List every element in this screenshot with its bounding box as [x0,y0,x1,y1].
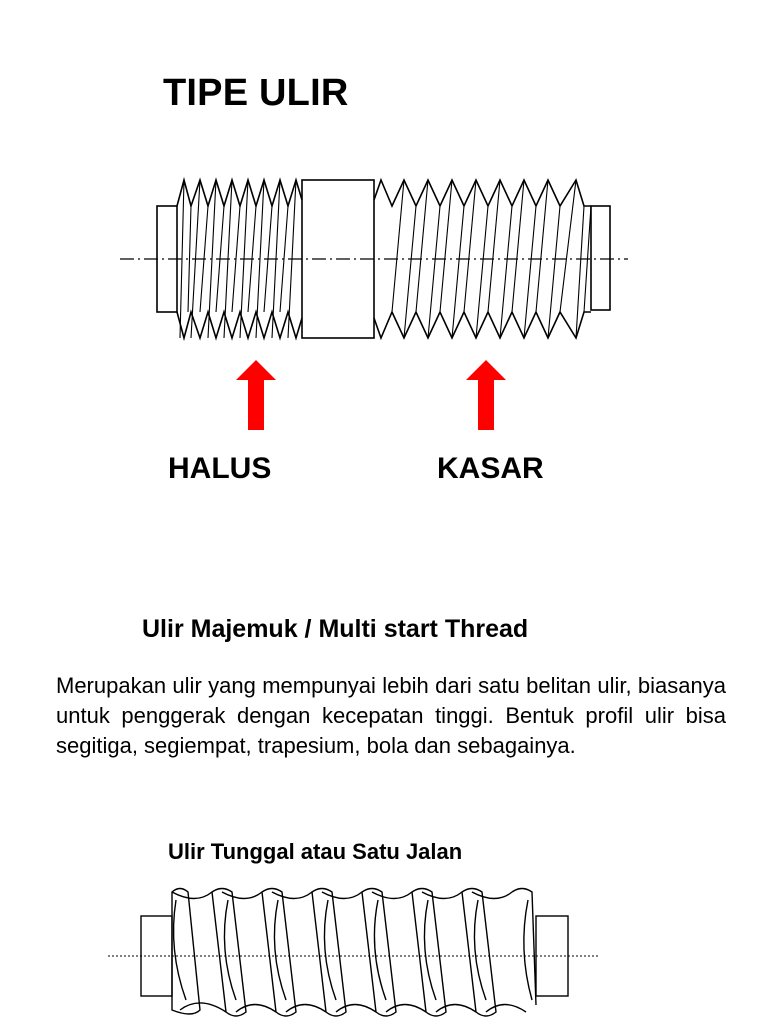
arrow-up-icon [236,360,276,430]
thread-diagram [0,170,768,350]
single-thread-diagram [0,880,768,1024]
coarse-thread-label: KASAR [437,452,544,485]
section-heading: Ulir Majemuk / Multi start Thread [142,615,529,643]
fine-thread-label: HALUS [168,452,272,485]
single-thread-heading: Ulir Tunggal atau Satu Jalan [168,839,463,864]
arrow-up-icon [466,360,506,430]
section-paragraph: Merupakan ulir yang mempunyai lebih dari satu belitan ulir, biasanya untuk penggerak dengan kecepatan tinggi. Bentuk profil ulir bisa segitiga, segiempat, trapesium, bola dan sebagainya. [56,673,726,758]
page-title: TIPE ULIR [163,72,349,114]
